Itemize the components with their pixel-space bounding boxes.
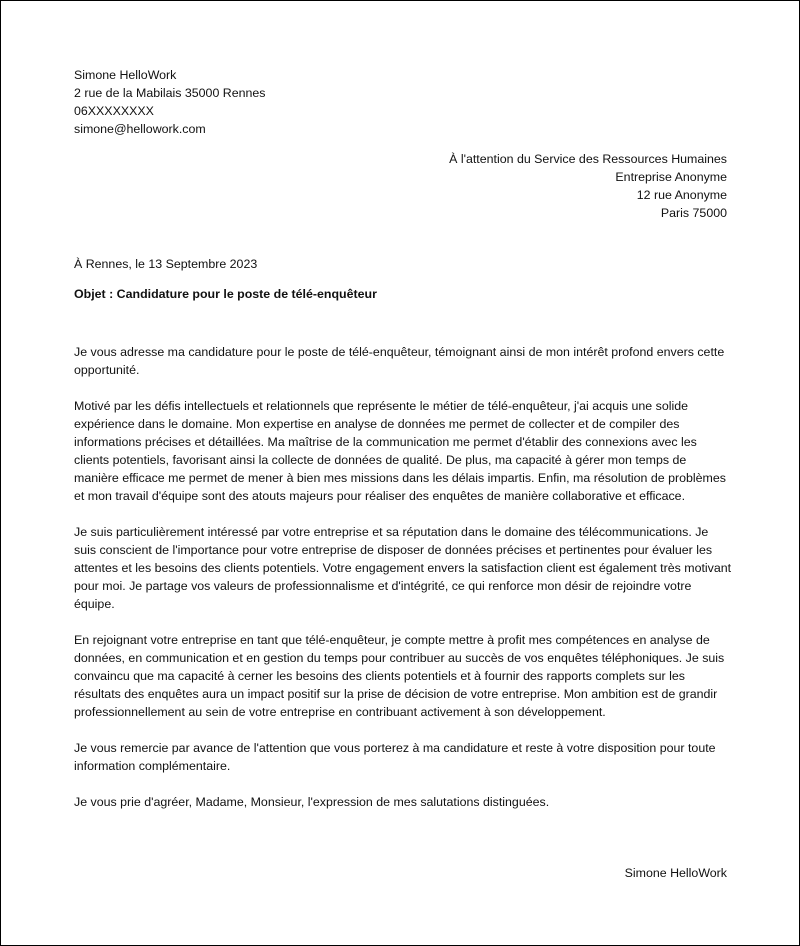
sender-name: Simone HelloWork	[74, 68, 177, 82]
paragraph-company-interest: Je suis particulièrement intéressé par votre entreprise et sa réputation dans le domaine des télécommunications. Je suis conscient de l'importance pour votre entreprise de disposer de données précises et pertinentes pour évaluer les attentes et les besoins des clients potentiels. Votre engagement envers la satisfaction client est également très motivant pour moi. Je partage vos valeurs de professionnalisme et d'intégrité, ce qui renforce mon désir de rejoindre votre équipe.	[74, 525, 732, 611]
recipient-city: Paris 75000	[660, 206, 727, 220]
letter-body	[74, 343, 732, 829]
paragraph-contribution: En rejoignant votre entreprise en tant que télé-enquêteur, je compte mettre à profit mes compétences en analyse de données, en communication et en gestion du temps pour contribuer au succès de vos enquêtes téléphoniques. Je suis convaincu que ma capacité à cerner les besoins des clients potentiels et à fournir des rapports complets sur les résultats des enquêtes aura un impact positif sur la prise de décision de votre entreprise. Mon ambition est de grandir professionnellement au sein de votre entreprise en contribuant activement à son développement.	[74, 633, 725, 719]
sender-block	[74, 66, 474, 138]
recipient-company: Entreprise Anonyme	[615, 170, 727, 184]
sender-email: simone@hellowork.com	[74, 122, 206, 136]
recipient-attention: À l'attention du Service des Ressources Humaines	[449, 152, 727, 166]
recipient-block	[307, 150, 727, 222]
signature: Simone HelloWork	[624, 866, 727, 880]
recipient-street: 12 rue Anonyme	[636, 188, 727, 202]
paragraph-thanks: Je vous remercie par avance de l'attention que vous porterez à ma candidature et reste à votre disposition pour toute information complémentaire.	[74, 741, 716, 773]
paragraph-intro: Je vous adresse ma candidature pour le poste de télé-enquêteur, témoignant ainsi de mon intérêt profond envers cette opportunité.	[74, 345, 725, 377]
place-date: À Rennes, le 13 Septembre 2023	[74, 257, 258, 271]
subject-line: Objet : Candidature pour le poste de télé-enquêteur	[74, 287, 377, 301]
sender-phone: 06XXXXXXXX	[74, 104, 154, 118]
paragraph-closing: Je vous prie d'agréer, Madame, Monsieur, l'expression de mes salutations distinguées.	[74, 795, 550, 809]
paragraph-experience: Motivé par les défis intellectuels et relationnels que représente le métier de télé-enquêteur, j'ai acquis une solide expérience dans le domaine. Mon expertise en analyse de données me permet de collecter et de compiler des informations précises et détaillées. Ma maîtrise de la communication me permet d'établir des connexions avec les clients potentiels, favorisant ainsi la collecte de données de qualité. De plus, ma capacité à gérer mon temps de manière efficace me permet de mener à bien mes missions dans les délais impartis. Enfin, ma résolution de problèmes et mon travail d'équipe sont des atouts majeurs pour réaliser des enquêtes de manière collaborative et efficace.	[74, 399, 726, 503]
sender-address: 2 rue de la Mabilais 35000 Rennes	[74, 86, 266, 100]
